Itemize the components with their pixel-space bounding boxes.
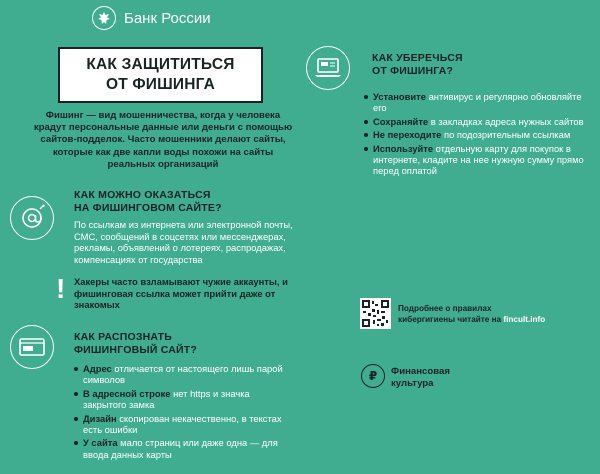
exclamation-icon: !	[56, 273, 66, 304]
bank-logo[interactable]	[92, 6, 211, 30]
browser-window-icon	[10, 325, 54, 369]
page-title	[58, 47, 263, 103]
at-sign-icon	[10, 196, 54, 240]
fincult-link[interactable]: fincult.info	[503, 315, 546, 324]
list-item: Сохраняйте в закладках адреса нужных сайтов	[364, 116, 594, 127]
more-info-line-1: Подробнее о правилах	[398, 304, 492, 313]
section-protect-title	[372, 52, 463, 78]
list-item: Используйте отдельную карту для покупок в интернете, кладите на нее нужную сумму прямо перед оплатой	[364, 143, 594, 177]
list-item: В адресной строке нет https и значка закрытого замка	[74, 388, 294, 411]
bank-name: Банк России	[124, 9, 211, 27]
intro-text: Фишинг — вид мошенничества, когда у человека крадут персональные данные или деньги с помощью сайтов-подделок. Часто мошенники делают сайты, которые как две капли воды похожи на сайты реальных организаций	[33, 110, 293, 170]
section-recognize-title-1: КАК РАСПОЗНАТЬ	[74, 331, 172, 343]
eagle-emblem-icon	[92, 6, 116, 30]
qr-code-icon[interactable]	[360, 298, 391, 329]
laptop-icon	[306, 46, 350, 90]
section-how-title	[74, 189, 222, 215]
warning-text: Хакеры часто взламывают чужие аккаунты, и фишинговая ссылка может прийти даже от знакомых	[74, 276, 288, 311]
more-info-text	[398, 303, 545, 325]
list-item: Адрес отличается от настоящего лишь парой символов	[74, 363, 294, 386]
fincult-brand[interactable]	[391, 366, 450, 389]
brand-line-2: культура	[391, 377, 434, 389]
section-recognize-title-2: ФИШИНГОВЫЙ САЙТ?	[74, 344, 197, 356]
section-how-title-1: КАК МОЖНО ОКАЗАТЬСЯ	[74, 189, 211, 201]
title-line-2: ОТ ФИШИНГА	[105, 76, 216, 93]
ruble-icon: ₽	[361, 364, 385, 388]
section-how-title-2: НА ФИШИНГОВОМ САЙТЕ?	[74, 202, 222, 214]
protect-list	[364, 91, 594, 179]
recognize-list	[74, 363, 294, 462]
list-item: Дизайн скопирован некачественно, в текстах есть ошибки	[74, 413, 294, 436]
brand-line-1: Финансовая	[391, 366, 450, 377]
section-how-text: По ссылкам из интернета или электронной почты, СМС, сообщений в соцсетях или мессенджерах, рекламы, объявлений о лотереях, распродажах, компенсациях от государства	[74, 219, 293, 265]
section-recognize-title	[74, 331, 197, 357]
section-protect-title-1: КАК УБЕРЕЧЬСЯ	[372, 52, 463, 64]
more-info-line-2: кибергигиены читайте на	[398, 315, 502, 324]
section-protect-title-2: ОТ ФИШИНГА?	[372, 65, 454, 77]
list-item: У сайта мало страниц или даже одна — для ввода данных карты	[74, 437, 294, 460]
list-item: Установите антивирус и регулярно обновляйте его	[364, 91, 594, 114]
list-item: Не переходите по подозрительным ссылкам	[364, 129, 594, 140]
title-line-1: КАК ЗАЩИТИТЬСЯ	[86, 56, 235, 73]
